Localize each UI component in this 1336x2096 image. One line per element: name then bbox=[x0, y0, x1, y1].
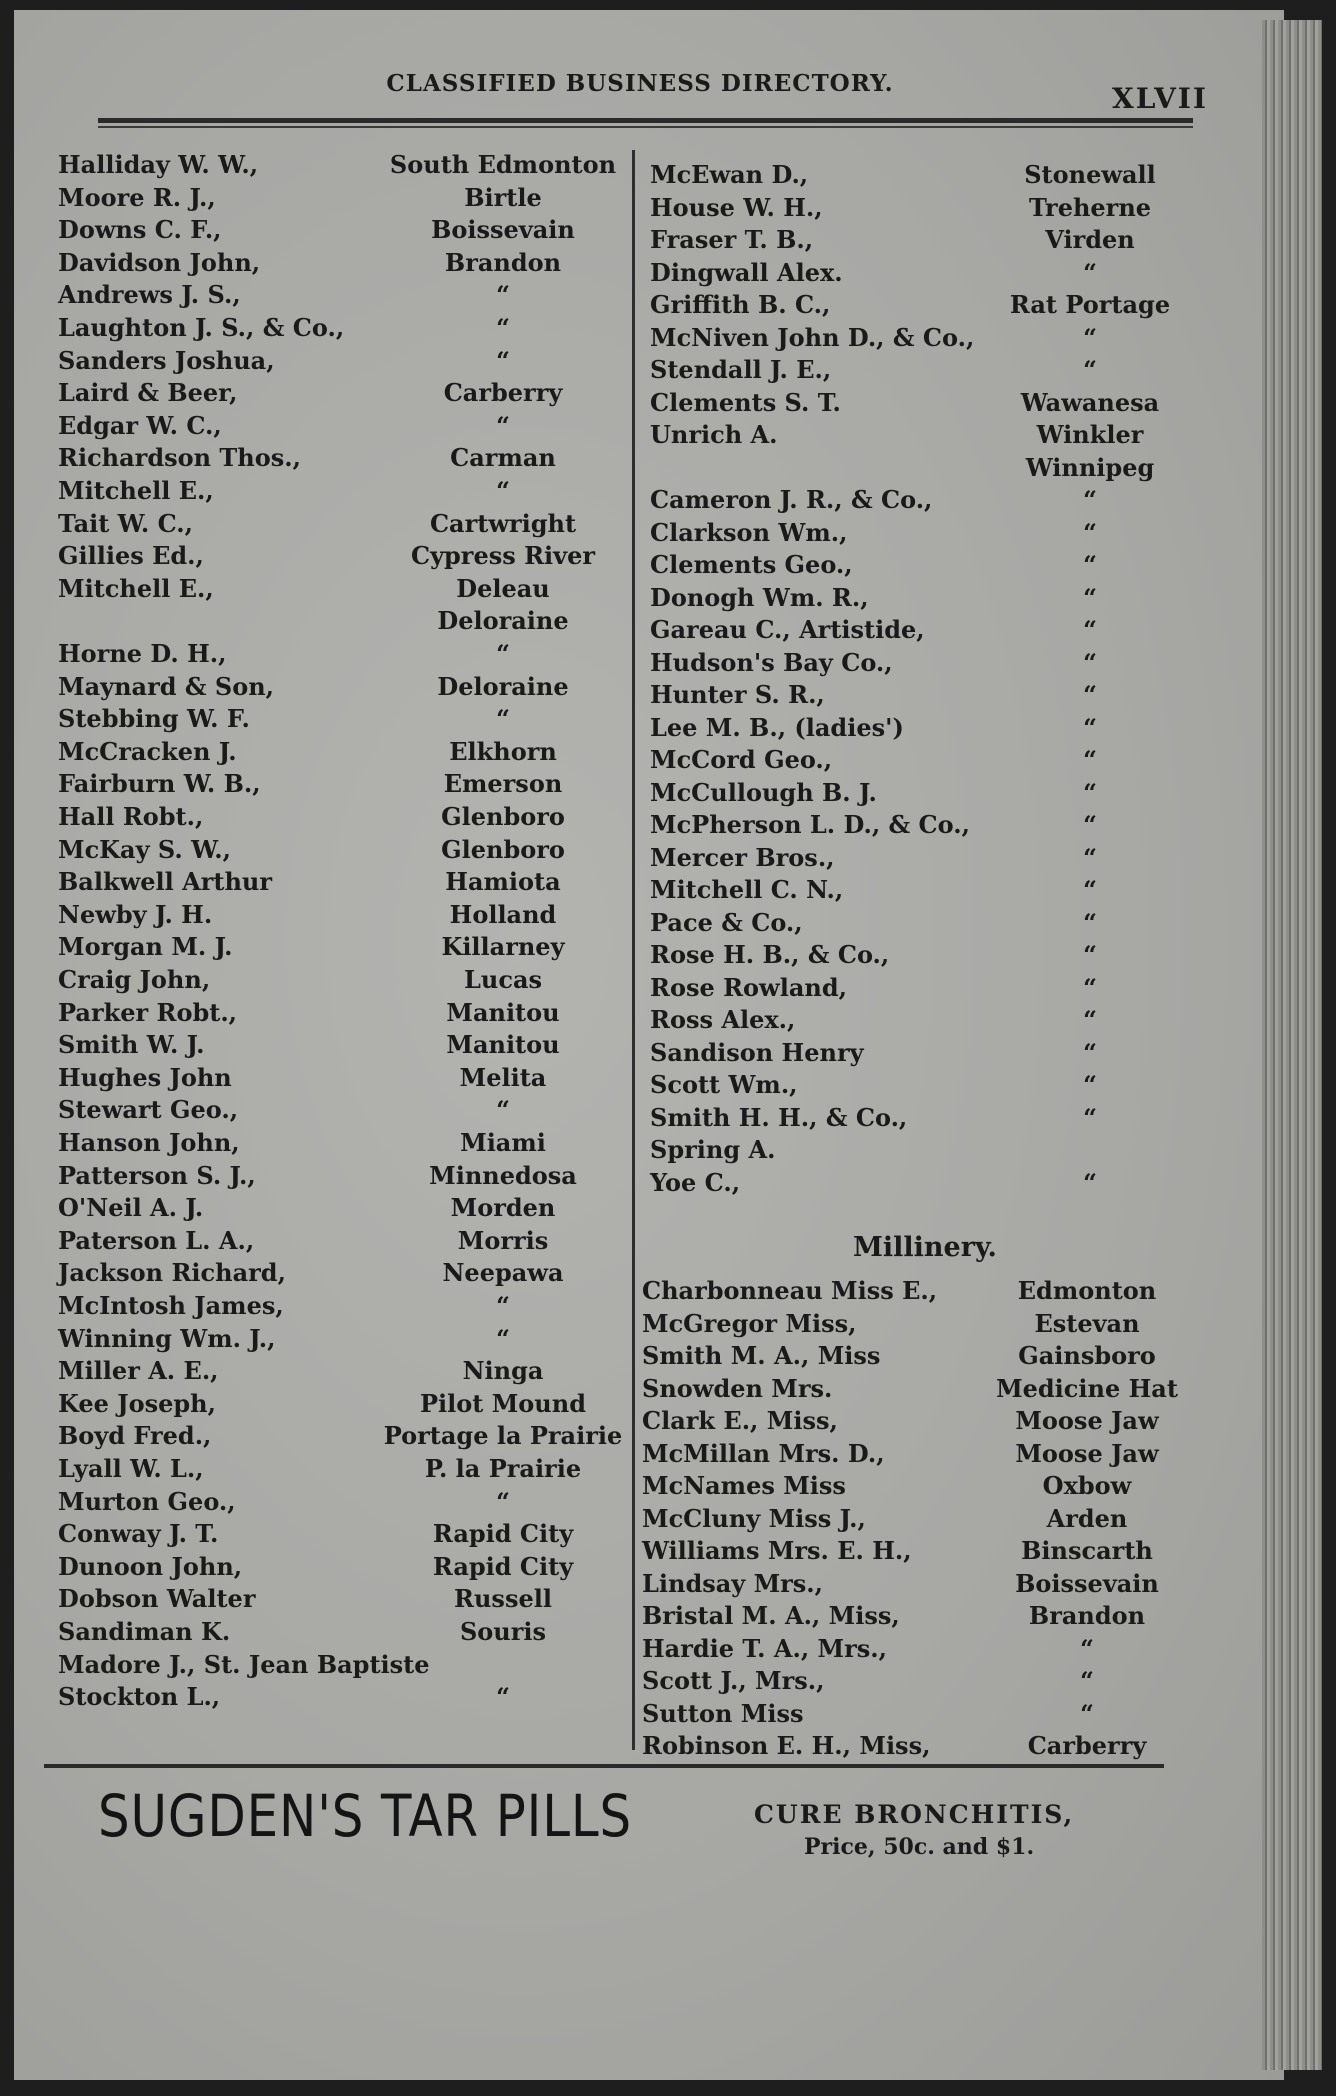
entry-name: McCord Geo., bbox=[650, 745, 833, 774]
entry-name: Gillies Ed., bbox=[58, 541, 204, 571]
entry-name: McCracken J. bbox=[58, 736, 237, 766]
entry-place: “ bbox=[1080, 1633, 1094, 1663]
entry-name: Hunter S. R., bbox=[650, 680, 825, 709]
entry-place: “ bbox=[1083, 712, 1097, 742]
entry-name: Newby J. H. bbox=[58, 899, 213, 929]
page-edges bbox=[1262, 20, 1322, 2070]
directory-entry bbox=[650, 1070, 1210, 1100]
directory-entry bbox=[650, 518, 1210, 548]
entry-place: “ bbox=[1080, 1698, 1094, 1728]
entry-name: Unrich A. bbox=[650, 420, 778, 449]
entry-place: “ bbox=[1080, 1666, 1094, 1695]
entry-name: Clements Geo., bbox=[650, 550, 853, 579]
entry-name: Dunoon John, bbox=[58, 1551, 243, 1581]
entry-name: McIntosh James, bbox=[58, 1291, 284, 1320]
directory-entry bbox=[58, 867, 618, 897]
entry-name: McCluny Miss J., bbox=[642, 1503, 866, 1533]
entry-name: Donogh Wm. R., bbox=[650, 582, 869, 612]
entry-place: Winkler bbox=[1036, 420, 1144, 449]
directory-entry bbox=[58, 509, 618, 539]
entry-place: Boissevain bbox=[431, 215, 575, 245]
entry-name: Winning Wm. J., bbox=[58, 1323, 276, 1353]
directory-entry bbox=[650, 485, 1210, 515]
entry-name: Gareau C., Artistide, bbox=[650, 615, 925, 644]
entry-place: “ bbox=[496, 313, 510, 342]
directory-entry bbox=[58, 1650, 618, 1680]
entry-name: Sutton Miss bbox=[642, 1698, 804, 1728]
entry-name: Balkwell Arthur bbox=[58, 867, 272, 897]
entry-name: Craig John, bbox=[58, 965, 211, 994]
entry-place: “ bbox=[1083, 810, 1097, 839]
directory-entry bbox=[642, 1601, 1202, 1631]
entry-place: Emerson bbox=[443, 769, 563, 799]
entry-place: Holland bbox=[449, 899, 557, 929]
directory-entry bbox=[650, 615, 1210, 645]
directory-entry bbox=[58, 672, 618, 702]
directory-entry bbox=[650, 810, 1210, 840]
entry-place: “ bbox=[496, 1323, 510, 1353]
entry-place: Ninga bbox=[462, 1356, 544, 1386]
entry-place: “ bbox=[496, 1682, 510, 1712]
entry-name: Smith M. A., Miss bbox=[642, 1341, 881, 1370]
entry-place: “ bbox=[496, 704, 510, 734]
entry-place: P. la Prairie bbox=[424, 1454, 582, 1483]
entry-place: Pilot Mound bbox=[420, 1388, 586, 1418]
entry-place: “ bbox=[496, 410, 510, 440]
entry-place: Brandon bbox=[444, 247, 562, 277]
entry-name: Williams Mrs. E. H., bbox=[642, 1536, 912, 1565]
directory-entry bbox=[58, 1617, 618, 1647]
advertisement-headline: SUGDEN'S TAR PILLS bbox=[98, 1782, 633, 1850]
directory-entry bbox=[642, 1406, 1202, 1436]
entry-place: Moose Jaw bbox=[1015, 1406, 1159, 1435]
entry-name: Hughes John bbox=[58, 1062, 232, 1092]
entry-place: Brandon bbox=[1028, 1601, 1146, 1630]
directory-entry bbox=[650, 1103, 1210, 1133]
header-rule bbox=[98, 118, 1193, 123]
entry-name: McMillan Mrs. D., bbox=[642, 1438, 885, 1468]
entry-place: South Edmonton bbox=[389, 150, 617, 179]
directory-entry bbox=[58, 769, 618, 799]
entry-name: Stockton L., bbox=[58, 1682, 221, 1712]
directory-entry bbox=[650, 290, 1210, 320]
directory-entry bbox=[650, 1005, 1210, 1035]
directory-entry bbox=[642, 1471, 1202, 1501]
entry-name: Downs C. F., bbox=[58, 215, 222, 245]
entry-place: “ bbox=[496, 639, 510, 668]
directory-entry bbox=[650, 258, 1210, 288]
entry-place: “ bbox=[1083, 485, 1097, 514]
entry-name: Fraser T. B., bbox=[650, 225, 814, 254]
directory-entry bbox=[642, 1439, 1202, 1469]
directory-entry bbox=[58, 639, 618, 669]
directory-entry bbox=[650, 973, 1210, 1003]
entry-name: Spring A. bbox=[650, 1135, 776, 1164]
entry-name: Charbonneau Miss E., bbox=[642, 1276, 938, 1305]
directory-entry bbox=[650, 843, 1210, 873]
directory-entry bbox=[650, 160, 1210, 190]
directory-entry bbox=[58, 606, 618, 636]
entry-name: Griffith B. C., bbox=[650, 290, 831, 319]
entry-name: Stewart Geo., bbox=[58, 1095, 239, 1125]
entry-name: Madore J., St. Jean Baptiste bbox=[58, 1649, 430, 1679]
directory-entry bbox=[58, 1193, 618, 1223]
directory-entry bbox=[650, 388, 1210, 418]
entry-place: Rapid City bbox=[432, 1551, 574, 1581]
directory-entry bbox=[642, 1699, 1202, 1729]
directory-entry bbox=[650, 713, 1210, 743]
entry-name: Fairburn W. B., bbox=[58, 769, 261, 799]
entry-place: Oxbow bbox=[1042, 1471, 1132, 1500]
directory-entry bbox=[650, 453, 1210, 483]
directory-entry bbox=[650, 1168, 1210, 1198]
entry-place: “ bbox=[1083, 355, 1097, 384]
entry-name: Jackson Richard, bbox=[58, 1258, 286, 1288]
entry-name: Conway J. T. bbox=[58, 1519, 219, 1549]
entry-place: “ bbox=[1083, 582, 1097, 612]
entry-place: Hamiota bbox=[445, 867, 561, 897]
entry-name: Dingwall Alex. bbox=[650, 257, 843, 287]
entry-name: Bristal M. A., Miss, bbox=[642, 1601, 900, 1630]
page-number: XLVII bbox=[1111, 82, 1208, 115]
entry-place: “ bbox=[1083, 1102, 1097, 1132]
entry-place: Elkhorn bbox=[449, 736, 557, 766]
entry-name: Patterson S. J., bbox=[58, 1160, 256, 1190]
entry-name: Lee M. B., (ladies') bbox=[650, 712, 904, 742]
entry-name: Lindsay Mrs., bbox=[642, 1568, 824, 1598]
directory-entry bbox=[58, 1128, 618, 1158]
entry-name: Clements S. T. bbox=[650, 387, 841, 417]
entry-name: Scott J., Mrs., bbox=[642, 1666, 825, 1695]
entry-place: “ bbox=[1083, 1070, 1097, 1099]
directory-entry bbox=[58, 248, 618, 278]
directory-entry bbox=[58, 346, 618, 376]
entry-name: Yoe C., bbox=[650, 1167, 741, 1197]
directory-entry bbox=[650, 1038, 1210, 1068]
directory-entry bbox=[642, 1634, 1202, 1664]
directory-entry bbox=[650, 193, 1210, 223]
entry-name: Smith H. H., & Co., bbox=[650, 1102, 908, 1132]
entry-name: Ross Alex., bbox=[650, 1005, 796, 1034]
entry-name: Mitchell E., bbox=[58, 476, 214, 505]
directory-entry bbox=[58, 313, 618, 343]
directory-entry bbox=[58, 541, 618, 571]
entry-name: Richardson Thos., bbox=[58, 443, 301, 473]
entry-name: McNiven John D., & Co., bbox=[650, 322, 975, 352]
entry-name: O'Neil A. J. bbox=[58, 1193, 204, 1223]
entry-name: Mitchell C. N., bbox=[650, 875, 844, 904]
entry-place: Carberry bbox=[1027, 1731, 1147, 1760]
entry-place: Russell bbox=[454, 1584, 552, 1614]
advertisement-price: Price, 50c. and $1. bbox=[804, 1834, 1035, 1860]
entry-place: Morden bbox=[450, 1193, 556, 1223]
entry-place: “ bbox=[496, 345, 510, 375]
directory-entry bbox=[58, 900, 618, 930]
entry-name: Halliday W. W., bbox=[58, 150, 259, 179]
entry-place: “ bbox=[496, 1486, 510, 1516]
entry-name: Sandiman K. bbox=[58, 1617, 231, 1646]
entry-name: Mitchell E., bbox=[58, 573, 214, 603]
entry-place: “ bbox=[496, 476, 510, 505]
directory-entry bbox=[58, 1552, 618, 1582]
directory-entry bbox=[650, 225, 1210, 255]
entry-name: Rose Rowland, bbox=[650, 972, 847, 1002]
directory-entry bbox=[650, 908, 1210, 938]
directory-entry bbox=[58, 411, 618, 441]
directory-entry bbox=[58, 932, 618, 962]
entry-place: “ bbox=[1083, 615, 1097, 644]
entry-name: McGregor Miss, bbox=[642, 1308, 857, 1338]
entry-name: McKay S. W., bbox=[58, 834, 232, 864]
entry-place: Stonewall bbox=[1024, 160, 1156, 189]
directory-entry bbox=[650, 745, 1210, 775]
entry-name: McEwan D., bbox=[650, 160, 809, 189]
entry-place: Birtle bbox=[464, 182, 542, 212]
entry-place: Estevan bbox=[1034, 1308, 1140, 1338]
entry-place: “ bbox=[496, 1291, 510, 1320]
entry-name: Hudson's Bay Co., bbox=[650, 647, 893, 677]
directory-entry bbox=[650, 648, 1210, 678]
entry-name: Mercer Bros., bbox=[650, 842, 835, 872]
entry-place: Rat Portage bbox=[1009, 290, 1171, 319]
entry-name: Tait W. C., bbox=[58, 508, 193, 538]
entry-name: Morgan M. J. bbox=[58, 932, 233, 962]
directory-entry bbox=[642, 1309, 1202, 1339]
entry-place: Winnipeg bbox=[1025, 452, 1155, 482]
entry-name: Smith W. J. bbox=[58, 1030, 205, 1060]
millinery-heading: Millinery. bbox=[853, 1232, 997, 1263]
entry-name: Miller A. E., bbox=[58, 1356, 219, 1386]
entry-place: Minnedosa bbox=[429, 1160, 577, 1190]
header-rule-thin bbox=[98, 126, 1193, 128]
directory-entry bbox=[58, 1226, 618, 1256]
entry-place: Manitou bbox=[446, 997, 560, 1027]
entry-place: Moose Jaw bbox=[1015, 1438, 1159, 1468]
directory-entry bbox=[650, 875, 1210, 905]
entry-place: “ bbox=[1083, 257, 1097, 287]
entry-place: Portage la Prairie bbox=[383, 1421, 623, 1451]
entry-place: Virden bbox=[1045, 225, 1135, 254]
entry-place: Carberry bbox=[443, 378, 563, 408]
directory-entry bbox=[58, 476, 618, 506]
entry-place: “ bbox=[1083, 647, 1097, 677]
directory-entry bbox=[58, 704, 618, 734]
entry-place: “ bbox=[1083, 940, 1097, 969]
directory-entry bbox=[58, 1454, 618, 1484]
entry-name: McNames Miss bbox=[642, 1471, 846, 1500]
entry-place: “ bbox=[496, 280, 510, 310]
entry-name: Laird & Beer, bbox=[58, 378, 238, 408]
directory-entry bbox=[58, 1682, 618, 1712]
entry-place: “ bbox=[1083, 842, 1097, 872]
entry-name: McCullough B. J. bbox=[650, 777, 877, 807]
entry-place: Cartwright bbox=[429, 508, 577, 538]
entry-name: Clark E., Miss, bbox=[642, 1406, 838, 1435]
entry-place: Morris bbox=[457, 1225, 549, 1255]
directory-entry bbox=[642, 1569, 1202, 1599]
directory-entry bbox=[58, 378, 618, 408]
directory-entry bbox=[650, 550, 1210, 580]
entry-name: Scott Wm., bbox=[650, 1070, 798, 1099]
entry-place: Boissevain bbox=[1015, 1568, 1159, 1598]
entry-place: Edmonton bbox=[1017, 1276, 1157, 1305]
entry-name: Dobson Walter bbox=[58, 1584, 256, 1614]
directory-entry bbox=[58, 215, 618, 245]
directory-entry bbox=[650, 680, 1210, 710]
entry-place: Deloraine bbox=[437, 606, 569, 636]
directory-entry bbox=[642, 1536, 1202, 1566]
entry-place: Rapid City bbox=[432, 1519, 574, 1549]
entry-name: Hanson John, bbox=[58, 1128, 240, 1157]
entry-place: Arden bbox=[1046, 1503, 1128, 1533]
entry-place: Cypress River bbox=[410, 541, 596, 571]
directory-entry bbox=[58, 150, 618, 180]
entry-name: Boyd Fred., bbox=[58, 1421, 212, 1451]
entry-place: “ bbox=[1083, 322, 1097, 352]
entry-name: Paterson L. A., bbox=[58, 1225, 255, 1255]
directory-entry bbox=[642, 1276, 1202, 1306]
entry-name: Clarkson Wm., bbox=[650, 517, 848, 547]
entry-place: Glenboro bbox=[441, 834, 565, 864]
entry-place: Carman bbox=[450, 443, 556, 473]
directory-entry bbox=[642, 1374, 1202, 1404]
directory-entry bbox=[58, 1258, 618, 1288]
directory-entry bbox=[58, 1421, 623, 1451]
directory-entry bbox=[58, 574, 618, 604]
entry-name: Stendall J. E., bbox=[650, 355, 832, 384]
entry-place: “ bbox=[1083, 1005, 1097, 1034]
entry-place: Souris bbox=[459, 1617, 547, 1646]
entry-place: Binscarth bbox=[1021, 1536, 1153, 1565]
page-title: CLASSIFIED BUSINESS DIRECTORY. bbox=[386, 70, 894, 97]
directory-entry bbox=[58, 1519, 618, 1549]
entry-place: Miami bbox=[460, 1128, 546, 1157]
entry-name: Lyall W. L., bbox=[58, 1454, 204, 1483]
entry-place: Lucas bbox=[464, 965, 542, 994]
directory-entry bbox=[58, 443, 618, 473]
entry-name: McPherson L. D., & Co., bbox=[650, 810, 970, 839]
entry-place: “ bbox=[1083, 680, 1097, 709]
entry-place: Medicine Hat bbox=[996, 1373, 1178, 1403]
directory-entry bbox=[58, 1161, 618, 1191]
directory-entry bbox=[58, 802, 618, 832]
entry-place: Deloraine bbox=[437, 671, 569, 701]
directory-entry bbox=[642, 1504, 1202, 1534]
directory-entry bbox=[58, 1030, 618, 1060]
directory-entry bbox=[650, 940, 1210, 970]
directory-entry bbox=[58, 1095, 618, 1125]
directory-entry bbox=[58, 183, 618, 213]
directory-entry bbox=[58, 965, 618, 995]
entry-name: Cameron J. R., & Co., bbox=[650, 485, 933, 514]
directory-entry bbox=[650, 420, 1210, 450]
advertisement-tagline: CURE BRONCHITIS, bbox=[754, 1800, 1075, 1829]
entry-place: “ bbox=[1083, 1037, 1097, 1067]
entry-place: “ bbox=[1083, 550, 1097, 579]
directory-entry bbox=[650, 323, 1210, 353]
entry-place: “ bbox=[1083, 972, 1097, 1002]
entry-name: Horne D. H., bbox=[58, 639, 227, 668]
entry-place: Treherne bbox=[1028, 192, 1152, 222]
entry-name: Edgar W. C., bbox=[58, 410, 222, 440]
entry-name: Stebbing W. F. bbox=[58, 704, 250, 734]
directory-entry bbox=[650, 355, 1210, 385]
entry-name: Davidson John, bbox=[58, 247, 261, 277]
directory-entry bbox=[58, 1584, 618, 1614]
entry-name: Kee Joseph, bbox=[58, 1388, 216, 1418]
directory-entry bbox=[58, 1063, 618, 1093]
entry-name: Hall Robt., bbox=[58, 802, 204, 831]
entry-name: Parker Robt., bbox=[58, 997, 238, 1027]
directory-entry bbox=[58, 1324, 618, 1354]
entry-name: Murton Geo., bbox=[58, 1486, 236, 1516]
footer-rule bbox=[44, 1764, 1164, 1768]
directory-entry bbox=[58, 1389, 618, 1419]
entry-name: Hardie T. A., Mrs., bbox=[642, 1633, 887, 1663]
entry-place: “ bbox=[1083, 907, 1097, 937]
entry-name: Rose H. B., & Co., bbox=[650, 940, 890, 969]
entry-place: “ bbox=[1083, 517, 1097, 547]
directory-entry bbox=[58, 998, 618, 1028]
entry-name: Robinson E. H., Miss, bbox=[642, 1731, 931, 1760]
entry-name: Moore R. J., bbox=[58, 182, 216, 212]
directory-entry bbox=[58, 737, 618, 767]
entry-place: Gainsboro bbox=[1018, 1341, 1156, 1370]
entry-place: Manitou bbox=[446, 1030, 560, 1060]
directory-entry bbox=[58, 1356, 618, 1386]
entry-place: Wawanesa bbox=[1020, 387, 1160, 417]
directory-entry bbox=[58, 280, 618, 310]
directory-entry bbox=[58, 1291, 618, 1321]
directory-entry bbox=[650, 778, 1210, 808]
entry-name: Sanders Joshua, bbox=[58, 345, 275, 375]
entry-place: Neepawa bbox=[442, 1258, 564, 1288]
entry-name: House W. H., bbox=[650, 192, 823, 222]
entry-name: Andrews J. S., bbox=[58, 280, 241, 310]
directory-entry bbox=[642, 1666, 1202, 1696]
entry-name: Pace & Co., bbox=[650, 907, 803, 937]
directory-entry bbox=[58, 1487, 618, 1517]
entry-place: “ bbox=[1083, 875, 1097, 904]
entry-name: Sandison Henry bbox=[650, 1037, 864, 1067]
directory-entry bbox=[58, 835, 618, 865]
directory-entry bbox=[650, 583, 1210, 613]
entry-place: “ bbox=[496, 1095, 510, 1125]
entry-place: “ bbox=[1083, 745, 1097, 774]
entry-place: “ bbox=[1083, 777, 1097, 807]
entry-name: Maynard & Son, bbox=[58, 671, 275, 701]
entry-place: Deleau bbox=[456, 573, 550, 603]
entry-place: Killarney bbox=[441, 932, 565, 962]
entry-name: Snowden Mrs. bbox=[642, 1373, 833, 1403]
directory-entry bbox=[642, 1731, 1202, 1761]
entry-name: Laughton J. S., & Co., bbox=[58, 313, 345, 342]
entry-place: Glenboro bbox=[441, 802, 565, 831]
directory-entry bbox=[650, 1135, 1210, 1165]
entry-place: Melita bbox=[459, 1062, 547, 1092]
directory-entry bbox=[642, 1341, 1202, 1371]
entry-place: “ bbox=[1083, 1167, 1097, 1197]
